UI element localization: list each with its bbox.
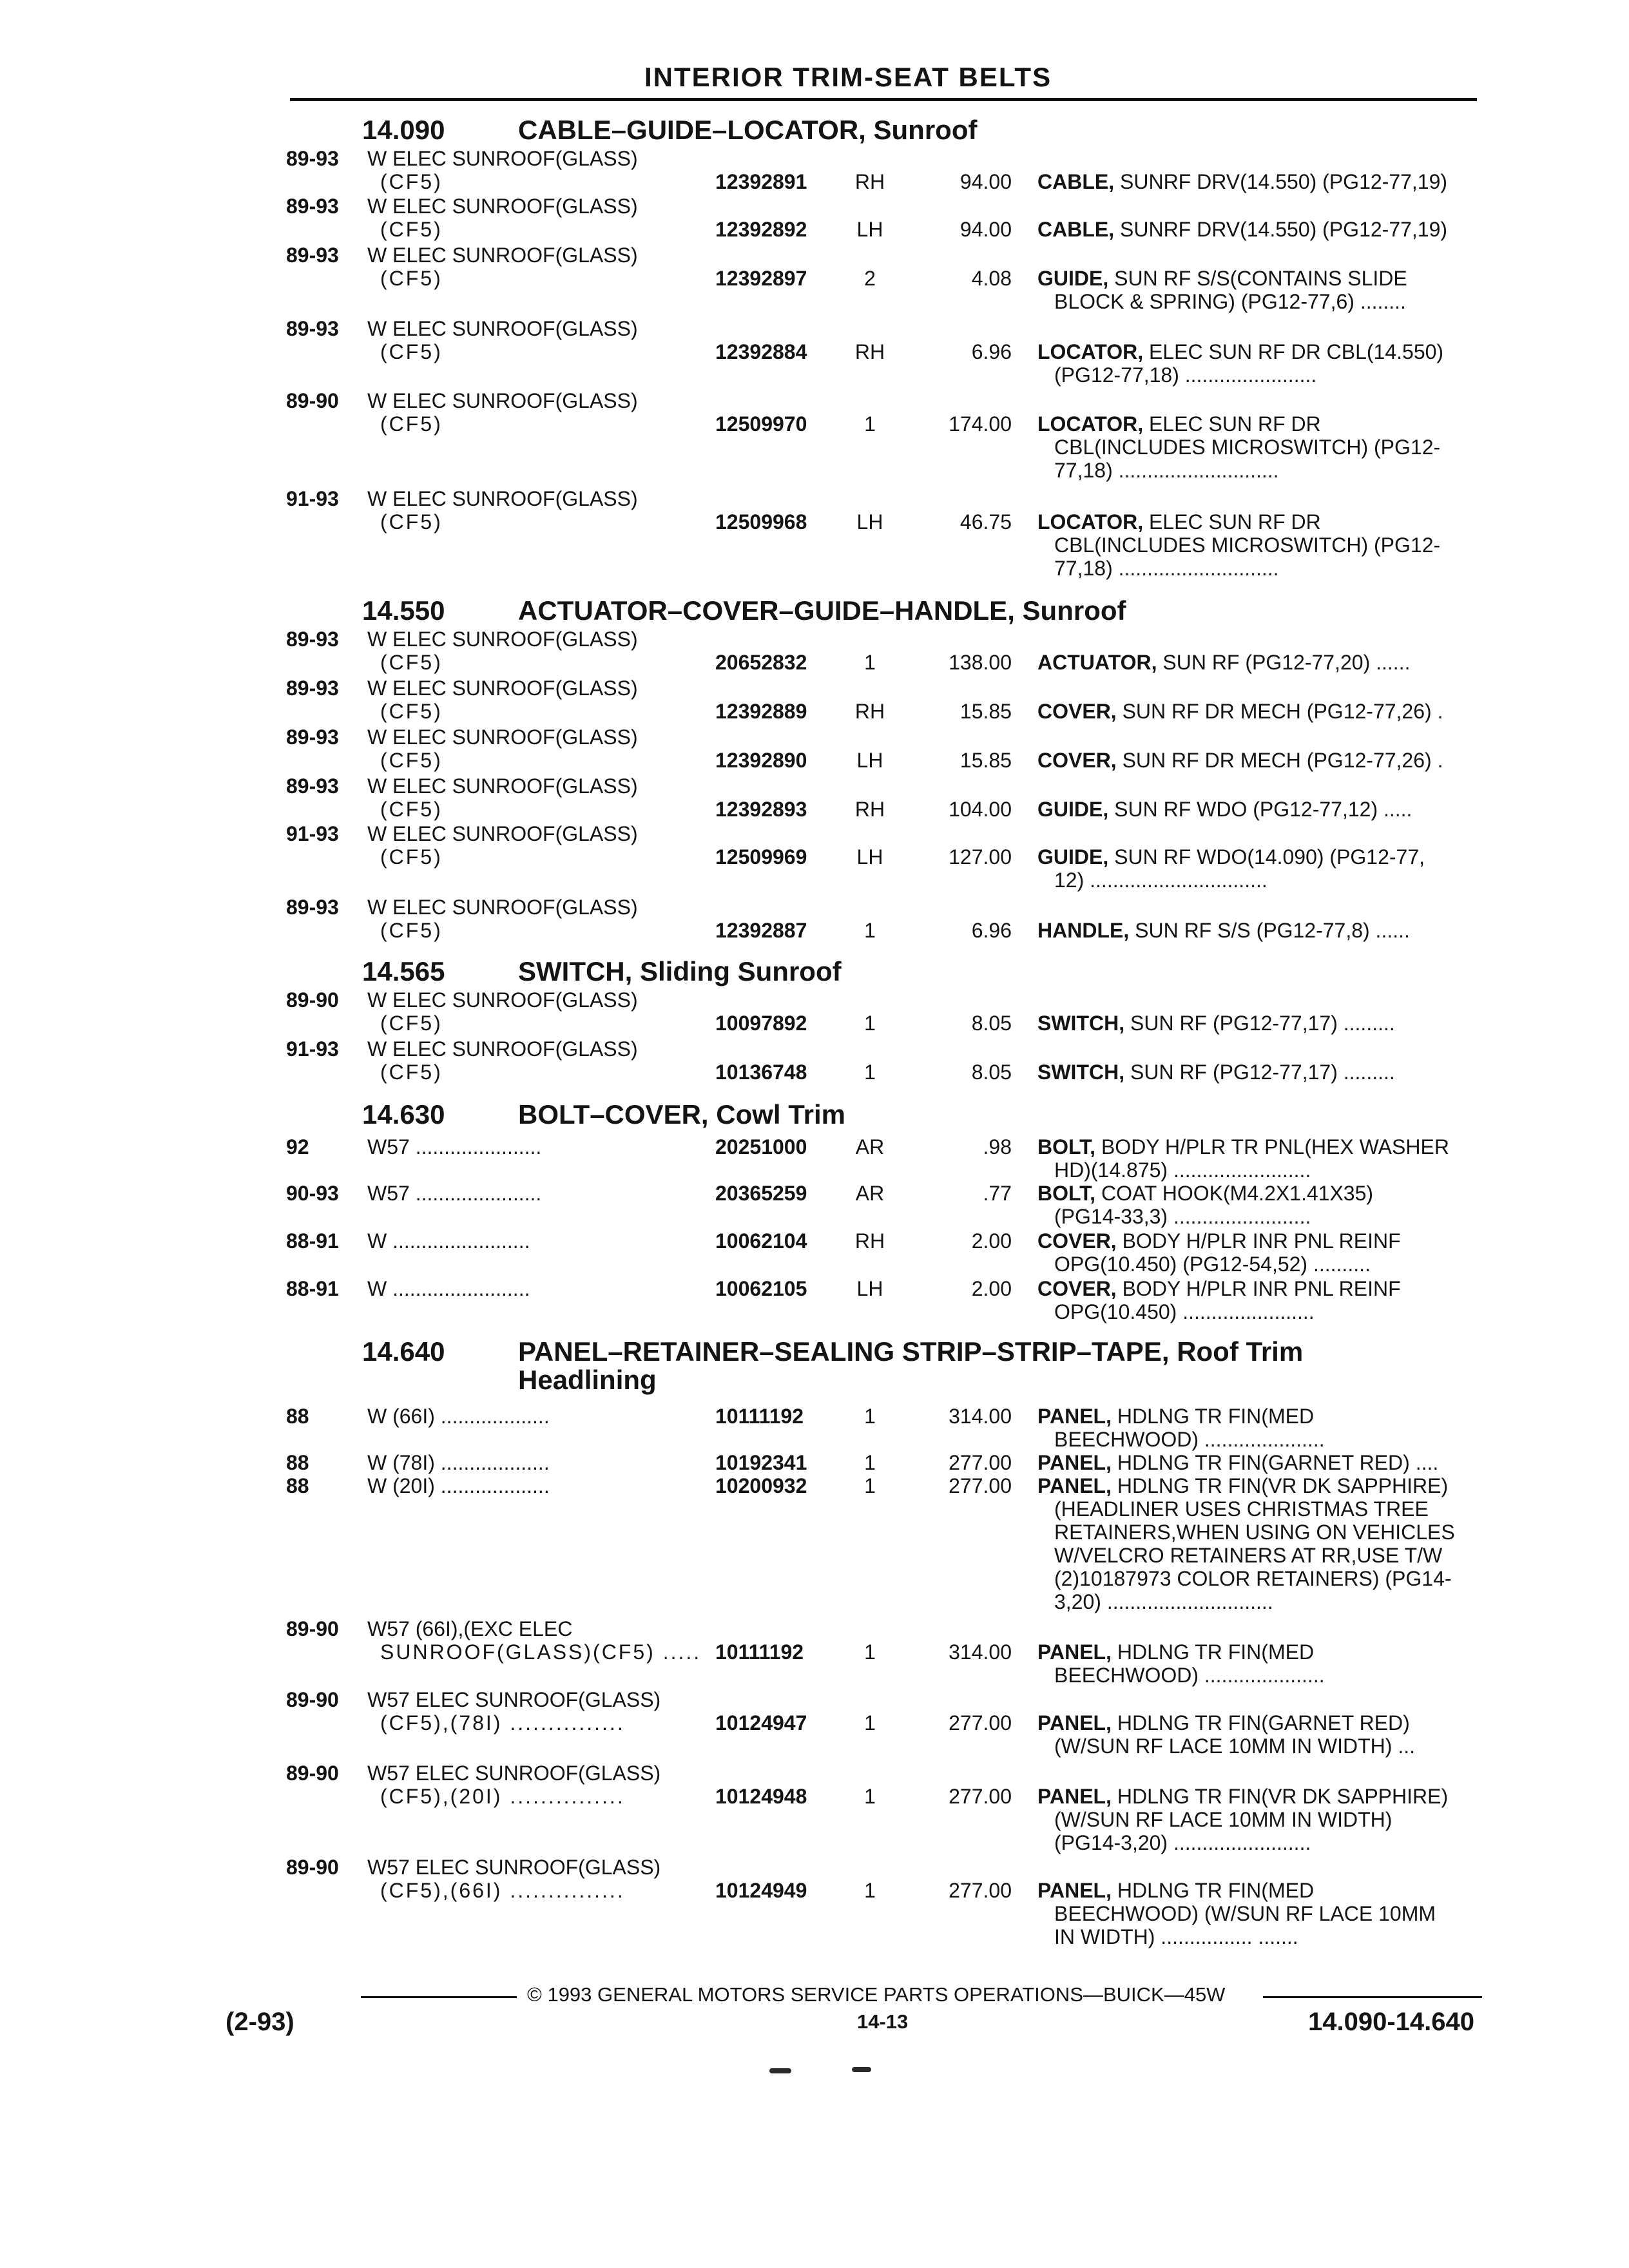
entry-condition: W ELEC SUNROOF(GLASS)	[367, 896, 638, 919]
entry-description-line: (W/SUN RF LACE 10MM IN WIDTH) ...	[1054, 1735, 1415, 1758]
section-name	[518, 1336, 1303, 1367]
entry-description	[1037, 845, 1425, 869]
entry-description-key: COVER,	[1037, 700, 1117, 723]
entry-description-text: SUN RF S/S (PG12-77,8) ......	[1135, 919, 1410, 942]
entry-part-number: 12392891	[715, 170, 807, 193]
entry-price: 15.85	[959, 749, 1012, 772]
entry-description	[1037, 1879, 1314, 1902]
entry-condition-continued: SUNROOF(GLASS)(CF5) .....	[380, 1640, 702, 1664]
entry-quantity: 1	[864, 412, 876, 436]
entry-part-number: 12509970	[715, 412, 807, 436]
entry-quantity: 1	[864, 1061, 876, 1084]
entry-condition-continued: (CF5)	[380, 170, 443, 193]
entry-description-key: LOCATOR,	[1037, 412, 1144, 436]
entry-description-key: BOLT,	[1037, 1182, 1096, 1205]
entry-description-key: ACTUATOR,	[1037, 651, 1157, 674]
entry-description	[1037, 1229, 1401, 1253]
entry-part-number: 12392887	[715, 919, 807, 942]
entry-quantity: 1	[864, 1879, 876, 1902]
section-name	[518, 1099, 845, 1130]
entry-year: 88	[286, 1405, 309, 1428]
entry-description-key: LOCATOR,	[1037, 340, 1144, 363]
entry-description-line: RETAINERS,WHEN USING ON VEHICLES	[1054, 1521, 1455, 1544]
entry-description-line: 77,18) ............................	[1054, 557, 1279, 580]
entry-price: 15.85	[959, 700, 1012, 723]
section-number: 14.090	[362, 115, 445, 145]
entry-quantity: 1	[864, 1405, 876, 1428]
entry-description-text: HDLNG TR FIN(MED	[1117, 1879, 1315, 1902]
page-title: INTERIOR TRIM-SEAT BELTS	[644, 62, 1052, 92]
entry-description-text: SUN RF (PG12-77,17) .........	[1130, 1061, 1395, 1084]
entry-year: 91-93	[286, 822, 339, 845]
entry-description	[1037, 1711, 1410, 1735]
entry-condition: W (20I) ...................	[367, 1474, 550, 1497]
entry-year: 88	[286, 1451, 309, 1474]
entry-year: 89-90	[286, 1617, 339, 1640]
entry-price: 127.00	[949, 845, 1012, 869]
entry-part-number: 10062105	[715, 1277, 807, 1300]
entry-description-key: COVER,	[1037, 749, 1117, 772]
entry-description-key: GUIDE,	[1037, 267, 1109, 290]
entry-description	[1037, 749, 1443, 772]
entry-price: .77	[983, 1182, 1012, 1205]
entry-quantity: 1	[864, 651, 876, 674]
entry-condition-continued: (CF5)	[380, 412, 443, 436]
entry-year: 89-90	[286, 1762, 339, 1785]
entry-description-text: COAT HOOK(M4.2X1.41X35)	[1101, 1182, 1374, 1205]
entry-quantity: RH	[854, 700, 885, 723]
entry-price: 104.00	[949, 798, 1012, 821]
entry-part-number: 10192341	[715, 1451, 807, 1474]
entry-condition: W ELEC SUNROOF(GLASS)	[367, 822, 638, 845]
entry-quantity: RH	[854, 170, 885, 193]
section-number: 14.630	[362, 1099, 445, 1129]
footer-section-range: 14.090-14.640	[1308, 2008, 1475, 2036]
entry-description-line: (2)10187973 COLOR RETAINERS) (PG14-	[1054, 1567, 1452, 1590]
entry-description-text: SUN RF (PG12-77,20) ......	[1162, 651, 1411, 674]
entry-condition: W ELEC SUNROOF(GLASS)	[367, 244, 638, 267]
entry-price: 277.00	[949, 1711, 1012, 1735]
entry-part-number: 12392890	[715, 749, 807, 772]
footer-copyright: © 1993 GENERAL MOTORS SERVICE PARTS OPERATIONS—BUICK—45W	[527, 1983, 1226, 2006]
entry-description	[1037, 651, 1410, 674]
entry-condition: W (66I) ...................	[367, 1405, 550, 1428]
section-name-main: CABLE–GUIDE–LOCATOR,	[518, 115, 866, 145]
entry-description-line: HD)(14.875) ........................	[1054, 1158, 1311, 1182]
entry-description	[1037, 510, 1321, 533]
section-name-main: PANEL–RETAINER–SEALING STRIP–STRIP–TAPE,	[518, 1336, 1170, 1367]
entry-description	[1037, 412, 1321, 436]
entry-condition: W57 ......................	[367, 1182, 542, 1205]
entry-description	[1037, 1277, 1401, 1300]
entry-description-line: (HEADLINER USES CHRISTMAS TREE	[1054, 1497, 1429, 1521]
entry-part-number: 20365259	[715, 1182, 807, 1205]
section-name-sub: Cowl Trim	[716, 1099, 845, 1129]
section-name	[518, 956, 842, 987]
section-name-main: SWITCH,	[518, 956, 633, 986]
entry-year: 89-93	[286, 677, 339, 700]
entry-quantity: AR	[855, 1182, 885, 1205]
entry-part-number: 12392889	[715, 700, 807, 723]
entry-condition-continued: (CF5)	[380, 845, 443, 869]
entry-price: 8.05	[971, 1061, 1012, 1084]
entry-condition: W ELEC SUNROOF(GLASS)	[367, 147, 638, 170]
entry-price: 277.00	[949, 1474, 1012, 1497]
entry-year: 89-90	[286, 1856, 339, 1879]
entry-quantity: LH	[856, 218, 883, 241]
entry-condition-continued: (CF5)	[380, 218, 443, 241]
entry-condition: W57 (66I),(EXC ELEC	[367, 1617, 573, 1640]
entry-part-number: 12392893	[715, 798, 807, 821]
entry-quantity: LH	[856, 749, 883, 772]
entry-description-key: LOCATOR,	[1037, 510, 1144, 533]
entry-description-text: SUN RF S/S(CONTAINS SLIDE	[1114, 267, 1407, 290]
entry-condition: W ELEC SUNROOF(GLASS)	[367, 726, 638, 749]
entry-year: 88	[286, 1474, 309, 1497]
entry-description-text: HDLNG TR FIN(GARNET RED) ....	[1117, 1451, 1439, 1474]
entry-condition-continued: (CF5)	[380, 651, 443, 674]
entry-description-line: (W/SUN RF LACE 10MM IN WIDTH)	[1054, 1808, 1393, 1831]
entry-description-key: CABLE,	[1037, 170, 1115, 193]
entry-condition-continued: (CF5)	[380, 267, 443, 290]
entry-year: 89-93	[286, 628, 339, 651]
entry-condition: W ELEC SUNROOF(GLASS)	[367, 487, 638, 510]
entry-description-text: BODY H/PLR TR PNL(HEX WASHER	[1101, 1135, 1449, 1158]
entry-description-text: SUN RF WDO (PG12-77,12) .....	[1114, 798, 1412, 821]
entry-description-text: SUN RF WDO(14.090) (PG12-77,	[1114, 845, 1425, 869]
entry-year: 89-93	[286, 774, 339, 798]
entry-description-line: W/VELCRO RETAINERS AT RR,USE T/W	[1054, 1544, 1443, 1567]
entry-condition: W57 ELEC SUNROOF(GLASS)	[367, 1856, 661, 1879]
entry-description-line: 3,20) .............................	[1054, 1590, 1273, 1613]
entry-price: 277.00	[949, 1785, 1012, 1808]
entry-quantity: LH	[856, 1277, 883, 1300]
entry-condition: W57 ELEC SUNROOF(GLASS)	[367, 1762, 661, 1785]
entry-condition: W ELEC SUNROOF(GLASS)	[367, 1037, 638, 1061]
entry-description-line: (PG14-33,3) ........................	[1054, 1205, 1311, 1228]
entry-description	[1037, 1640, 1314, 1664]
entry-quantity: LH	[856, 845, 883, 869]
entry-description-line: BEECHWOOD) .....................	[1054, 1664, 1325, 1687]
footer-rule-right	[1263, 1996, 1482, 1998]
entry-quantity: 1	[864, 919, 876, 942]
entry-description-key: GUIDE,	[1037, 845, 1109, 869]
section-number: 14.565	[362, 956, 445, 986]
entry-description-line: IN WIDTH) ................ .......	[1054, 1925, 1298, 1948]
entry-year: 89-90	[286, 389, 339, 412]
entry-year: 89-90	[286, 988, 339, 1012]
entry-quantity: RH	[854, 340, 885, 363]
entry-quantity: RH	[854, 1229, 885, 1253]
entry-condition-continued: (CF5),(66I) ...............	[380, 1879, 625, 1902]
entry-description-key: CABLE,	[1037, 218, 1115, 241]
entry-quantity: 1	[864, 1785, 876, 1808]
entry-price: 6.96	[971, 919, 1012, 942]
entry-description-line: (PG14-3,20) ........................	[1054, 1831, 1311, 1854]
section-name-sub: Sunroof	[873, 115, 978, 145]
entry-condition: W ELEC SUNROOF(GLASS)	[367, 988, 638, 1012]
entry-description-key: SWITCH,	[1037, 1061, 1125, 1084]
entry-description	[1037, 1451, 1438, 1474]
section-name-sub: Roof Trim	[1177, 1336, 1304, 1367]
section-name-continued: Headlining	[518, 1365, 657, 1395]
entry-description-line: OPG(10.450) .......................	[1054, 1300, 1315, 1323]
title-rule	[290, 98, 1477, 101]
entry-year: 89-93	[286, 244, 339, 267]
entry-description-line: CBL(INCLUDES MICROSWITCH) (PG12-	[1054, 436, 1441, 459]
entry-condition: W57 ......................	[367, 1135, 542, 1158]
entry-description-line: BLOCK & SPRING) (PG12-77,6) ........	[1054, 290, 1406, 313]
entry-price: .98	[983, 1135, 1012, 1158]
entry-condition: W ELEC SUNROOF(GLASS)	[367, 677, 638, 700]
entry-description-key: COVER,	[1037, 1277, 1117, 1300]
entry-condition: W ........................	[367, 1277, 530, 1300]
entry-price: 8.05	[971, 1012, 1012, 1035]
entry-price: 277.00	[949, 1451, 1012, 1474]
entry-description-text: SUNRF DRV(14.550) (PG12-77,19)	[1120, 170, 1448, 193]
entry-quantity: 1	[864, 1012, 876, 1035]
entry-description-key: PANEL,	[1037, 1785, 1112, 1808]
entry-year: 89-90	[286, 1688, 339, 1711]
entry-part-number: 10097892	[715, 1012, 807, 1035]
entry-price: 46.75	[959, 510, 1012, 533]
entry-year: 89-93	[286, 317, 339, 340]
entry-description-text: ELEC SUN RF DR	[1149, 412, 1321, 436]
entry-quantity: 1	[864, 1451, 876, 1474]
entry-description-line: (PG12-77,18) .......................	[1054, 363, 1317, 387]
entry-price: 4.08	[971, 267, 1012, 290]
entry-description	[1037, 218, 1447, 241]
entry-part-number: 10111192	[715, 1405, 804, 1428]
entry-price: 277.00	[949, 1879, 1012, 1902]
entry-year: 88-91	[286, 1277, 339, 1300]
entry-description	[1037, 1182, 1373, 1205]
entry-part-number: 12509969	[715, 845, 807, 869]
entry-price: 2.00	[971, 1277, 1012, 1300]
entry-description-line: OPG(10.450) (PG12-54,52) ..........	[1054, 1253, 1371, 1276]
entry-condition: W ELEC SUNROOF(GLASS)	[367, 774, 638, 798]
entry-condition-continued: (CF5)	[380, 340, 443, 363]
entry-price: 314.00	[949, 1405, 1012, 1428]
entry-description	[1037, 919, 1410, 942]
entry-description	[1037, 340, 1443, 363]
entry-description-text: SUN RF (PG12-77,17) .........	[1130, 1012, 1395, 1035]
entry-description-key: HANDLE,	[1037, 919, 1130, 942]
entry-part-number: 10124949	[715, 1879, 807, 1902]
entry-part-number: 10124947	[715, 1711, 807, 1735]
entry-year: 89-93	[286, 147, 339, 170]
entry-part-number: 12392897	[715, 267, 807, 290]
entry-description-key: BOLT,	[1037, 1135, 1096, 1158]
entry-description-key: PANEL,	[1037, 1640, 1112, 1664]
entry-condition: W ELEC SUNROOF(GLASS)	[367, 317, 638, 340]
entry-description-line: BEECHWOOD) (W/SUN RF LACE 10MM	[1054, 1902, 1436, 1925]
entry-price: 174.00	[949, 412, 1012, 436]
footer-date: (2-93)	[226, 2008, 294, 2036]
entry-quantity: 1	[864, 1711, 876, 1735]
entry-description-text: HDLNG TR FIN(VR DK SAPPHIRE)	[1117, 1474, 1449, 1497]
section-name-sub: Sliding Sunroof	[639, 956, 842, 986]
entry-description-key: COVER,	[1037, 1229, 1117, 1253]
footer-rule-left	[361, 1996, 517, 1998]
entry-condition-continued: (CF5)	[380, 700, 443, 723]
entry-price: 2.00	[971, 1229, 1012, 1253]
entry-description-text: ELEC SUN RF DR	[1149, 510, 1321, 533]
entry-description	[1037, 700, 1443, 723]
entry-description	[1037, 1785, 1448, 1808]
entry-description-text: ELEC SUN RF DR CBL(14.550)	[1149, 340, 1444, 363]
entry-description-line: BEECHWOOD) .....................	[1054, 1428, 1325, 1451]
entry-price: 6.96	[971, 340, 1012, 363]
entry-description	[1037, 1135, 1449, 1158]
entry-condition: W ........................	[367, 1229, 530, 1253]
entry-price: 138.00	[949, 651, 1012, 674]
entry-condition-continued: (CF5)	[380, 1012, 443, 1035]
section-number: 14.640	[362, 1336, 445, 1367]
section-name-main: BOLT–COVER,	[518, 1099, 709, 1129]
entry-price: 314.00	[949, 1640, 1012, 1664]
scan-mark	[852, 2067, 871, 2072]
entry-part-number: 10136748	[715, 1061, 807, 1084]
entry-quantity: 2	[864, 267, 876, 290]
entry-description-key: PANEL,	[1037, 1405, 1112, 1428]
entry-condition: W (78I) ...................	[367, 1451, 550, 1474]
entry-description-line: CBL(INCLUDES MICROSWITCH) (PG12-	[1054, 533, 1441, 557]
footer-page-number: 14-13	[857, 2010, 909, 2033]
entry-part-number: 12392892	[715, 218, 807, 241]
entry-part-number: 10124948	[715, 1785, 807, 1808]
entry-condition-continued: (CF5)	[380, 510, 443, 533]
entry-part-number: 12392884	[715, 340, 807, 363]
entry-part-number: 20652832	[715, 651, 807, 674]
entry-description-key: PANEL,	[1037, 1451, 1112, 1474]
entry-description-text: SUNRF DRV(14.550) (PG12-77,19)	[1120, 218, 1448, 241]
entry-condition-continued: (CF5)	[380, 749, 443, 772]
entry-description	[1037, 267, 1407, 290]
entry-quantity: 1	[864, 1474, 876, 1497]
entry-description-text: HDLNG TR FIN(MED	[1117, 1405, 1315, 1428]
entry-price: 94.00	[959, 218, 1012, 241]
entry-condition: W57 ELEC SUNROOF(GLASS)	[367, 1688, 661, 1711]
entry-quantity: 1	[864, 1640, 876, 1664]
scan-mark	[769, 2068, 791, 2073]
entry-year: 91-93	[286, 487, 339, 510]
entry-description-line: 77,18) ............................	[1054, 459, 1279, 482]
entry-condition-continued: (CF5),(78I) ...............	[380, 1711, 625, 1735]
entry-condition-continued: (CF5)	[380, 1061, 443, 1084]
entry-description-text: BODY H/PLR INR PNL REINF	[1122, 1229, 1401, 1253]
entry-description-text: BODY H/PLR INR PNL REINF	[1122, 1277, 1401, 1300]
entry-description-text: HDLNG TR FIN(MED	[1117, 1640, 1315, 1664]
entry-description	[1037, 1061, 1395, 1084]
entry-description-key: GUIDE,	[1037, 798, 1109, 821]
entry-description	[1037, 170, 1447, 193]
entry-description-text: SUN RF DR MECH (PG12-77,26) .	[1122, 700, 1443, 723]
section-name	[518, 595, 1126, 626]
entry-year: 90-93	[286, 1182, 339, 1205]
entry-description-text: SUN RF DR MECH (PG12-77,26) .	[1122, 749, 1443, 772]
section-number: 14.550	[362, 595, 445, 626]
entry-condition-continued: (CF5)	[380, 798, 443, 821]
entry-description-text: HDLNG TR FIN(VR DK SAPPHIRE)	[1117, 1785, 1449, 1808]
entry-year: 91-93	[286, 1037, 339, 1061]
entry-description-line: 12) ...............................	[1054, 869, 1268, 892]
entry-condition-continued: (CF5)	[380, 919, 443, 942]
entry-part-number: 10062104	[715, 1229, 807, 1253]
entry-year: 89-93	[286, 195, 339, 218]
entry-year: 89-93	[286, 896, 339, 919]
entry-description-key: PANEL,	[1037, 1879, 1112, 1902]
entry-description-text: HDLNG TR FIN(GARNET RED)	[1117, 1711, 1410, 1735]
entry-quantity: LH	[856, 510, 883, 533]
entry-part-number: 20251000	[715, 1135, 807, 1158]
entry-part-number: 10111192	[715, 1640, 804, 1664]
entry-condition: W ELEC SUNROOF(GLASS)	[367, 628, 638, 651]
entry-description	[1037, 1474, 1448, 1497]
entry-description-key: PANEL,	[1037, 1474, 1112, 1497]
entry-price: 94.00	[959, 170, 1012, 193]
entry-year: 89-93	[286, 726, 339, 749]
entry-quantity: AR	[855, 1135, 885, 1158]
entry-year: 88-91	[286, 1229, 339, 1253]
entry-description	[1037, 798, 1412, 821]
entry-part-number: 10200932	[715, 1474, 807, 1497]
entry-description	[1037, 1405, 1314, 1428]
section-name-main: ACTUATOR–COVER–GUIDE–HANDLE,	[518, 595, 1015, 626]
entry-part-number: 12509968	[715, 510, 807, 533]
entry-condition: W ELEC SUNROOF(GLASS)	[367, 195, 638, 218]
section-name	[518, 115, 977, 146]
entry-description-key: PANEL,	[1037, 1711, 1112, 1735]
entry-condition: W ELEC SUNROOF(GLASS)	[367, 389, 638, 412]
entry-description-key: SWITCH,	[1037, 1012, 1125, 1035]
entry-year: 92	[286, 1135, 309, 1158]
section-name-sub: Sunroof	[1022, 595, 1126, 626]
entry-description	[1037, 1012, 1395, 1035]
entry-quantity: RH	[854, 798, 885, 821]
entry-condition-continued: (CF5),(20I) ...............	[380, 1785, 625, 1808]
